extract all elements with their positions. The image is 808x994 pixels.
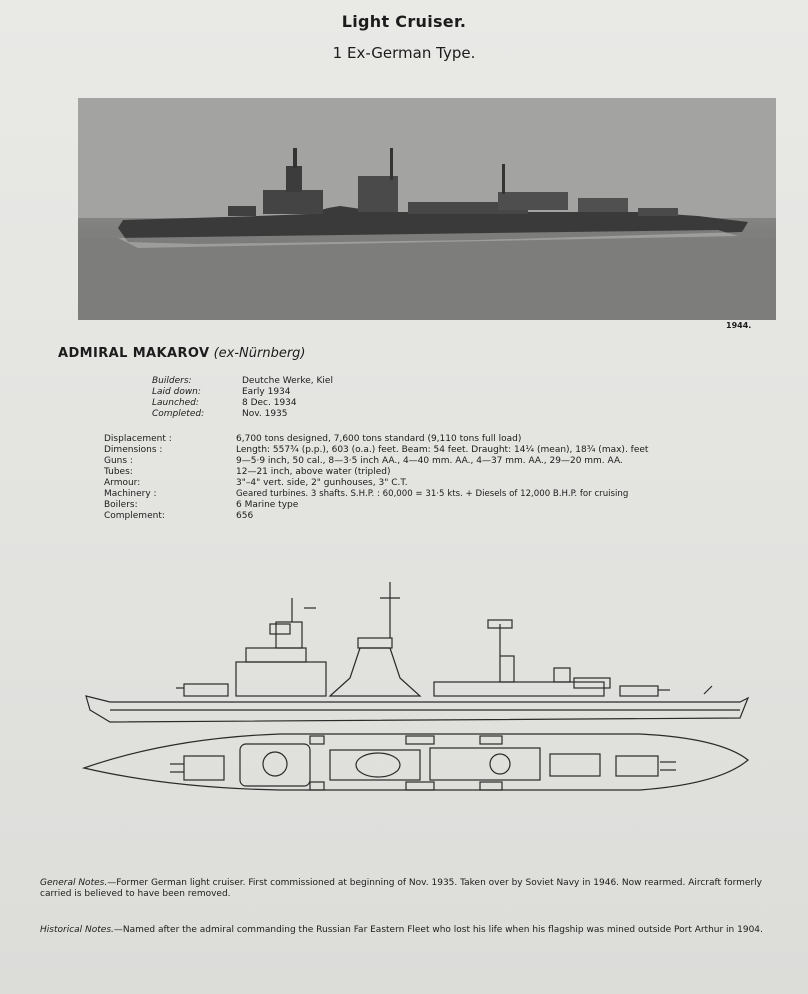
history-value: Early 1934 [242,387,291,397]
photo-year: 1944. [726,321,752,330]
history-value: Deutche Werke, Kiel [242,376,333,386]
spec-label: Guns : [104,456,133,466]
history-value: Nov. 1935 [242,409,288,419]
spec-value: Geared turbines. 3 shafts. S.H.P. : 60,000 = 31·5 kts. + Diesels of 12,000 B.H.P. for cruising [236,489,629,499]
history-label: Builders: [152,376,192,386]
ship-former-name: (ex-Nürnberg) [213,346,306,361]
historical-notes [40,925,795,936]
history-label: Laid down: [152,387,201,397]
spec-value: 3"–4" vert. side, 2" gunhouses, 3" C.T. [236,478,408,488]
general-notes-label: General Notes. [40,878,108,888]
spec-values [236,434,776,522]
ship-photograph [78,98,776,320]
page-subtitle: 1 Ex-German Type. [332,44,476,62]
general-notes-text: —Former German light cruiser. First commissioned at beginning of Nov. 1935. Taken over by Soviet Navy in 1946. Now rearmed. Aircraft formerly carried is believed to have been removed. [40,878,762,899]
spec-label: Displacement : [104,434,172,444]
ship-profile-drawing [80,578,752,808]
history-label: Launched: [152,398,199,408]
history-labels [152,376,204,420]
page-title: Light Cruiser. [341,12,467,31]
spec-label: Machinery : [104,489,157,499]
spec-label: Armour: [104,478,141,488]
spec-label: Dimensions : [104,445,163,455]
spec-labels [104,434,172,522]
historical-notes-label: Historical Notes. [40,925,114,935]
historical-notes-text: —Named after the admiral commanding the Russian Far Eastern Fleet who lost his life when his flagship was mined outside Port Arthur in 1904. [113,925,763,935]
spec-value: 9—5·9 inch, 50 cal., 8—3·5 inch AA., 4—40 mm. AA., 4—37 mm. AA., 29—20 mm. AA. [236,456,623,466]
spec-value: 656 [236,511,254,521]
spec-value: Length: 557¾ (p.p.), 603 (o.a.) feet. Beam: 54 feet. Draught: 14¼ (mean), 18¾ (max). feet [236,445,649,455]
spec-label: Boilers: [104,500,138,510]
ship-photo-image [78,98,776,320]
spec-value: 12—21 inch, above water (tripled) [236,467,391,477]
ship-name: ADMIRAL MAKAROV [58,346,210,361]
history-values [242,376,333,420]
spec-label: Tubes: [104,467,133,477]
spec-label: Complement: [104,511,165,521]
ship-name-line [58,346,305,361]
spec-value: 6,700 tons designed, 7,600 tons standard (9,110 tons full load) [236,434,522,444]
general-notes [40,878,795,900]
spec-value: 6 Marine type [236,500,299,510]
history-label: Completed: [152,409,205,419]
history-value: 8 Dec. 1934 [242,398,297,408]
